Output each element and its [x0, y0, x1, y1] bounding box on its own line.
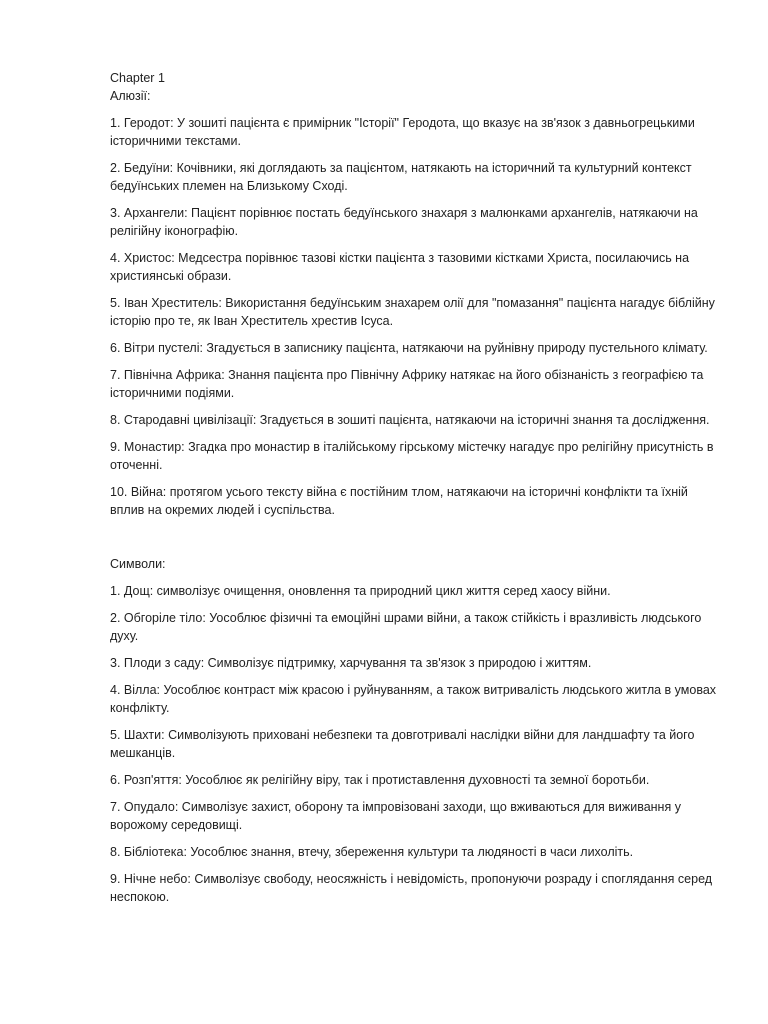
symbol-item: 3. Плоди з саду: Символізує підтримку, харчування та зв'язок з природою і життям. [110, 656, 592, 670]
allusion-item: 6. Вітри пустелі: Згадується в записнику пацієнта, натякаючи на руйнівну природу пустельного клімату. [110, 341, 708, 355]
symbol-item: 9. Нічне небо: Символізує свободу, неосяжність і невідомість, пропонуючи розраду і споглядання серед неспокою. [110, 872, 713, 904]
allusions-list [110, 114, 722, 519]
allusion-item: 1. Геродот: У зошиті пацієнта є примірник "Історії" Геродота, що вказує на зв'язок з давньогрецькими історичними текстами. [110, 116, 695, 148]
symbols-heading: Символи: [110, 557, 166, 571]
symbol-item: 1. Дощ: символізує очищення, оновлення та природний цикл життя серед хаосу війни. [110, 584, 611, 598]
symbol-item: 5. Шахти: Символізують приховані небезпеки та довготривалі наслідки війни для ландшафту та його мешканців. [110, 728, 695, 760]
allusion-item: 8. Стародавні цивілізації: Згадується в зошиті пацієнта, натякаючи на історичні знання та дослідження. [110, 413, 710, 427]
symbol-item: 7. Опудало: Символізує захист, оборону та імпровізовані заходи, що вживаються для виживання у ворожому середовищі. [110, 800, 681, 832]
symbol-item: 4. Вілла: Уособлює контраст між красою і руйнуванням, а також витривалість людського житла в умовах конфлікту. [110, 683, 717, 715]
chapter-title: Chapter 1 [110, 71, 165, 85]
allusion-item: 2. Бедуїни: Кочівники, які доглядають за пацієнтом, натякають на історичний та культурний контекст бедуїнських племен на Близькому Сході. [110, 161, 692, 193]
allusion-item: 10. Війна: протягом усього тексту війна є постійним тлом, натякаючи на історичні конфлікти та їхній вплив на окремих людей і суспільства. [110, 485, 688, 517]
allusion-item: 7. Північна Африка: Знання пацієнта про Північну Африку натякає на його обізнаність з географією та історичними подіями. [110, 368, 704, 400]
allusion-item: 4. Христос: Медсестра порівнює тазові кістки пацієнта з тазовими кістками Христа, посилаючись на християнські образи. [110, 251, 690, 283]
section-spacer [110, 528, 722, 555]
symbol-item: 8. Бібліотека: Уособлює знання, втечу, збереження культури та людяності в часи лихоліть. [110, 845, 634, 859]
document-body [110, 69, 722, 915]
allusions-heading: Алюзії: [110, 89, 151, 103]
allusion-item: 5. Іван Хреститель: Використання бедуїнським знахарем олії для "помазання" пацієнта нагадує біблійну історію про те, як Іван Хреститель хрестив Ісуса. [110, 296, 715, 328]
symbol-item: 6. Розп'яття: Уособлює як релігійну віру, так і протиставлення духовності та земної боротьби. [110, 773, 650, 787]
symbols-list [110, 582, 722, 906]
symbol-item: 2. Обгоріле тіло: Уособлює фізичні та емоційні шрами війни, а також стійкість і вразливість людського духу. [110, 611, 702, 643]
allusion-item: 3. Архангели: Пацієнт порівнює постать бедуїнського знахаря з малюнками архангелів, натякаючи на релігійну іконографію. [110, 206, 698, 238]
allusion-item: 9. Монастир: Згадка про монастир в італійському гірському містечку нагадує про релігійну присутність в оточенні. [110, 440, 714, 472]
